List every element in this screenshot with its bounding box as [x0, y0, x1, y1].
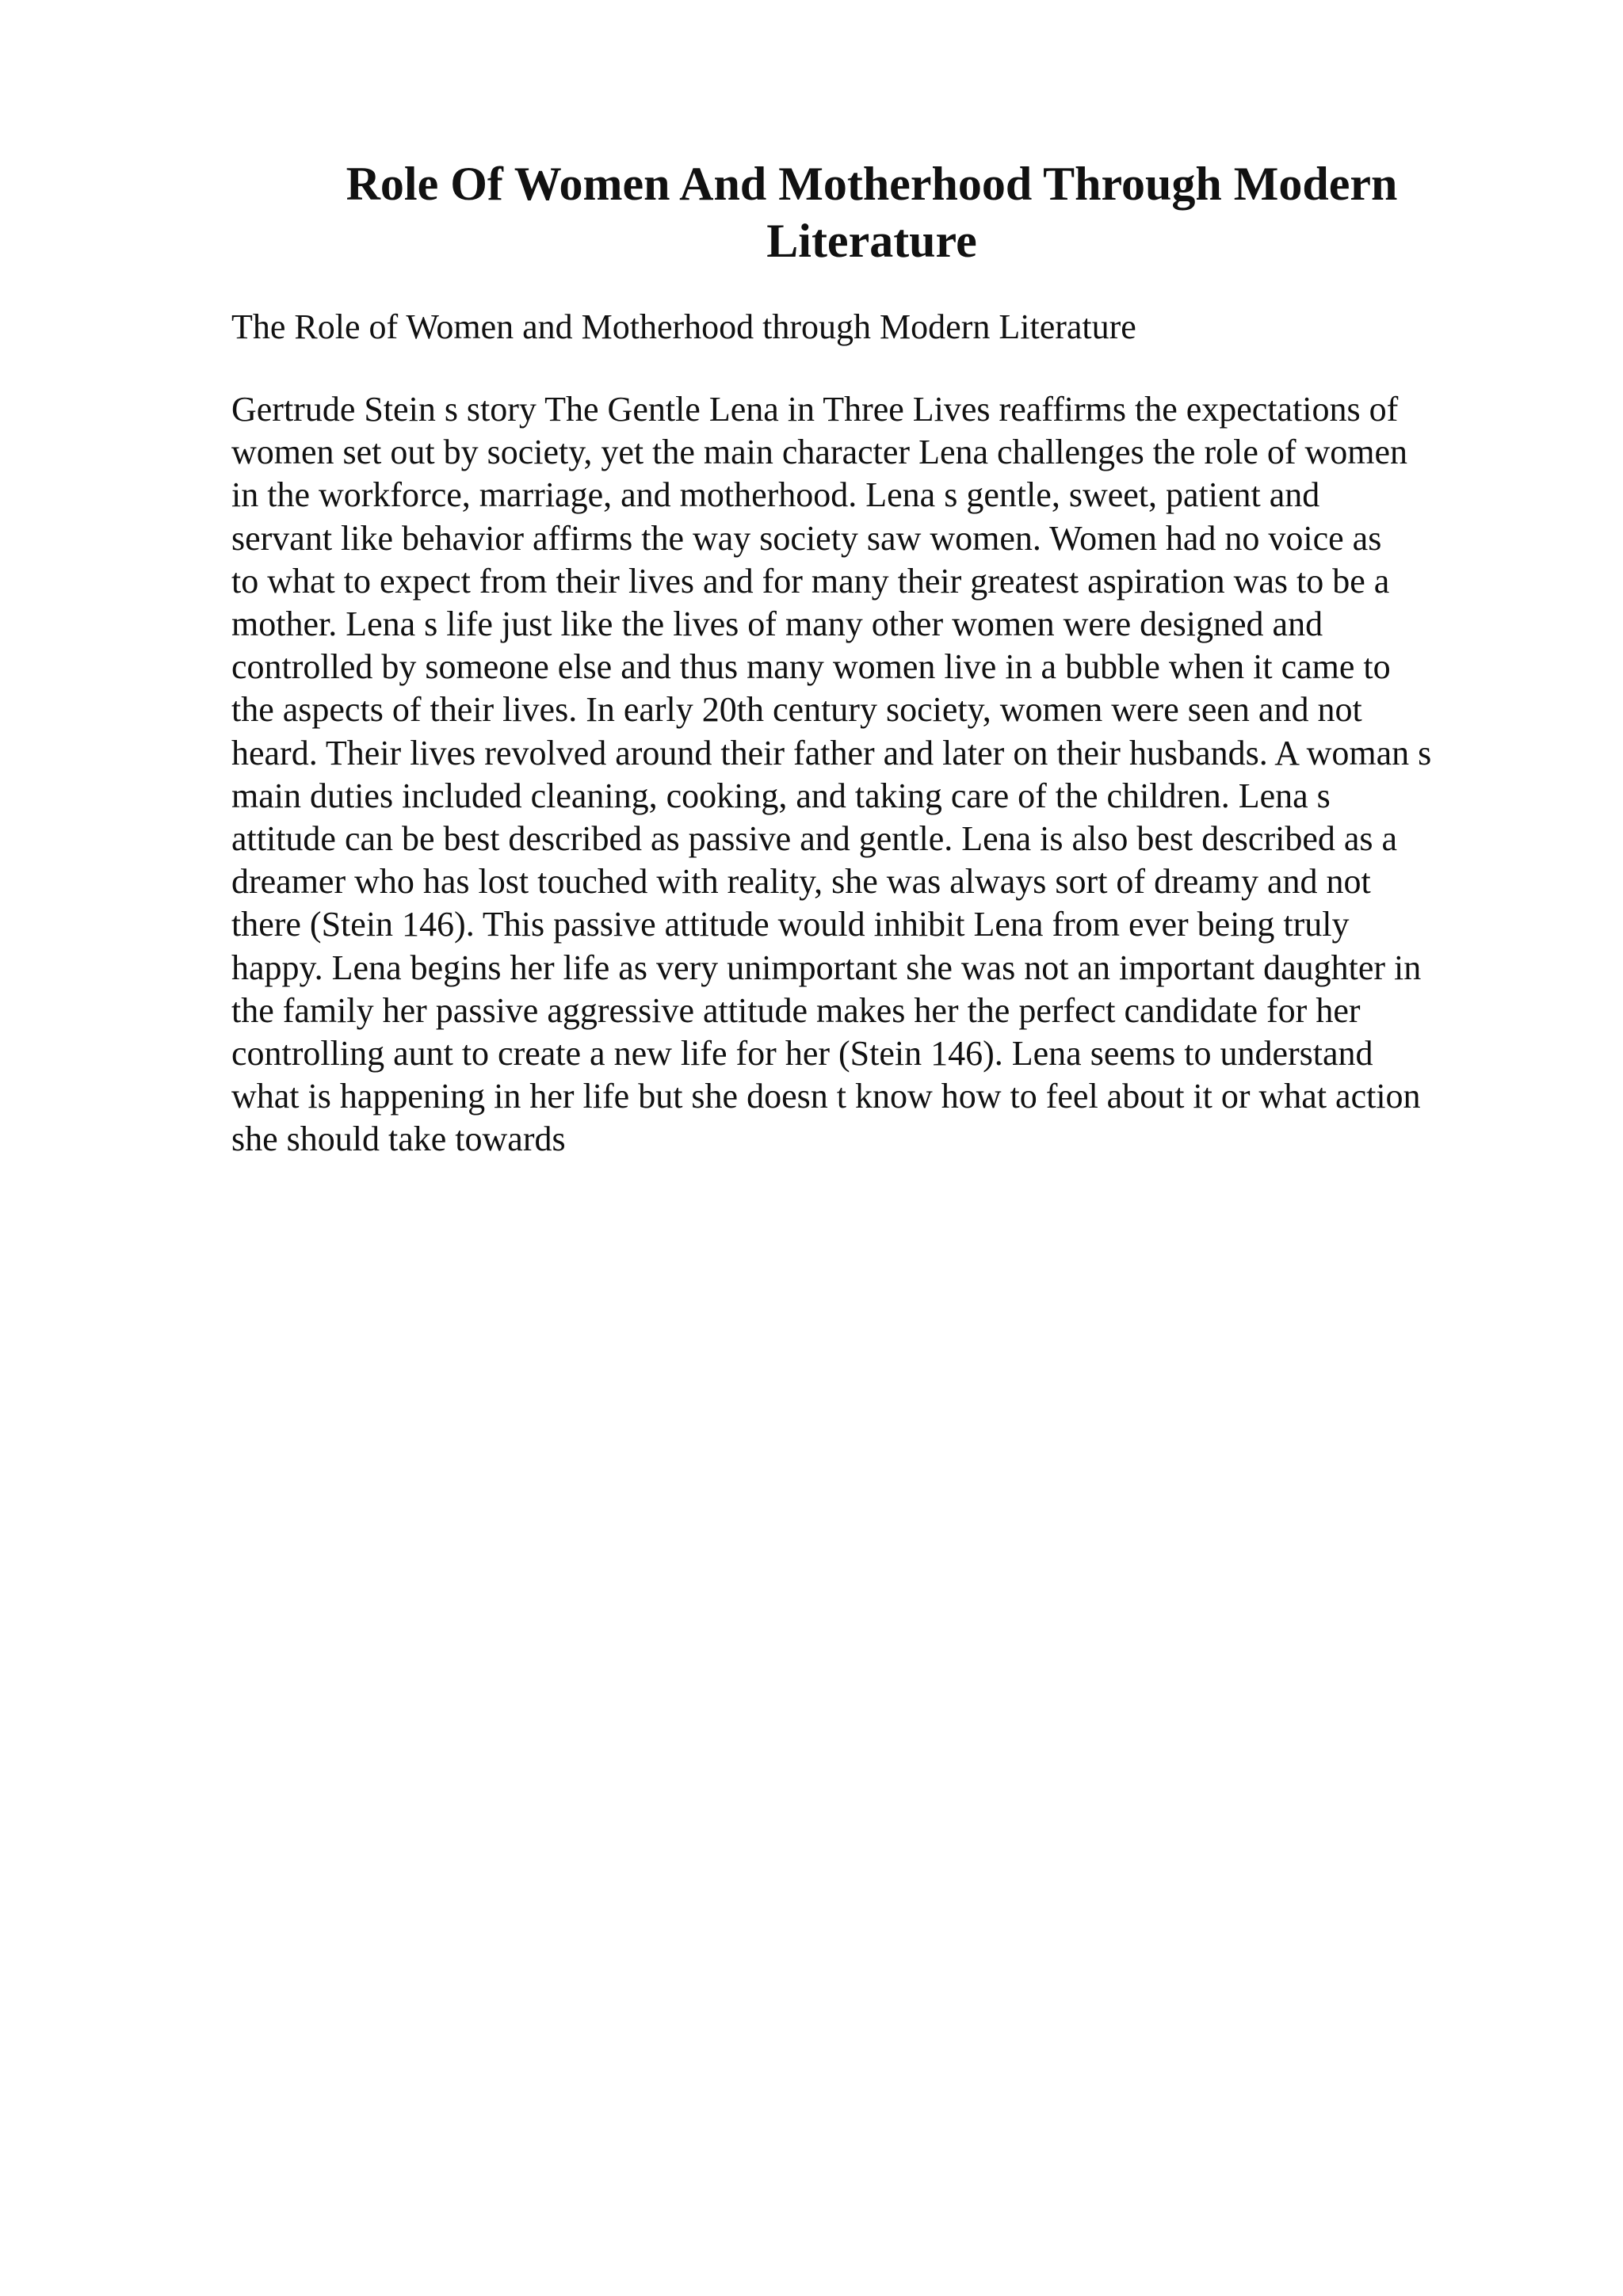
body-line: in the workforce, marriage, and motherhood. Lena s gentle, sweet, patient and: [231, 475, 1320, 515]
body-line: happy. Lena begins her life as very unimportant she was not an important daughter in: [231, 948, 1422, 987]
body-line: the aspects of their lives. In early 20th century society, women were seen and not: [231, 690, 1362, 730]
body-line: dreamer who has lost touched with reality, she was always sort of dreamy and not: [231, 862, 1371, 902]
body-line: attitude can be best described as passive and gentle. Lena is also best described as a: [231, 819, 1398, 859]
body-line: servant like behavior affirms the way society saw women. Women had no voice as: [231, 518, 1382, 558]
body-line: there (Stein 146). This passive attitude would inhibit Lena from ever being truly: [231, 905, 1350, 944]
document-title: Role Of Women And Motherhood Through Modern Literature: [346, 158, 1398, 267]
body-line: to what to expect from their lives and for many their greatest aspiration was to be a: [231, 561, 1390, 601]
body-line: Gertrude Stein s story The Gentle Lena in Three Lives reaffirms the expectations of: [231, 390, 1399, 429]
body-line: the family her passive aggressive attitude makes her the perfect candidate for her: [231, 990, 1361, 1030]
body-line: main duties included cleaning, cooking, and taking care of the children. Lena s: [231, 776, 1331, 815]
body-line: what is happening in her life but she doesn t know how to feel about it or what action: [231, 1077, 1421, 1116]
body-paragraph: [231, 388, 1431, 1161]
body-line: controlling aunt to create a new life for her (Stein 146). Lena seems to understand: [231, 1034, 1373, 1074]
body-line: mother. Lena s life just like the lives of many other women were designed and: [231, 605, 1323, 644]
body-line: heard. Their lives revolved around their father and later on their husbands. A woman s: [231, 733, 1432, 772]
body-line: she should take towards: [231, 1119, 566, 1159]
document-subtitle: The Role of Women and Motherhood through Modern Literature: [231, 307, 1136, 346]
body-line: women set out by society, yet the main character Lena challenges the role of women: [231, 433, 1408, 472]
body-line: controlled by someone else and thus many women live in a bubble when it came to: [231, 647, 1391, 687]
